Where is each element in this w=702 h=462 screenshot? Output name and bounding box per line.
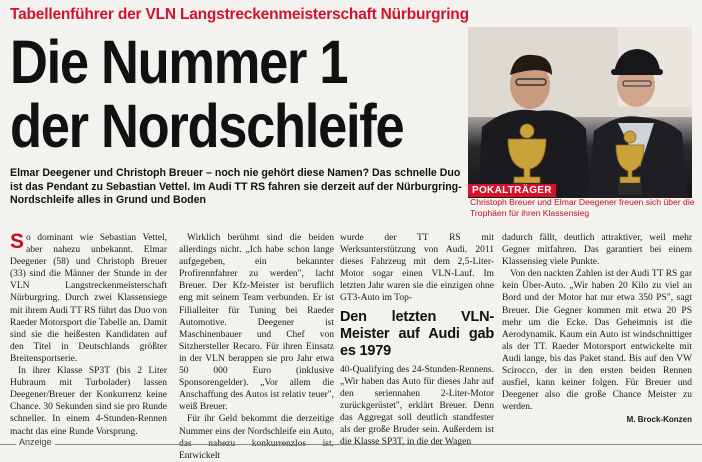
drivers-photo	[468, 27, 692, 198]
paragraph: Für ihr Geld bekommt die derzeitige Nummer eins der Nordschleife ein Auto, das nahezu konkurrenzlos ist. Entwickelt	[179, 414, 334, 461]
advertisement-label: Anzeige	[16, 437, 55, 447]
paragraph: Von den nackten Zahlen ist der Audi TT RS gar kein Über-Auto. „Wir haben 20 Kilo zu viel an Bord und der Motor hat nur etwa 350 PS", sagt Breuer. Die Gegner kommen mit etwa 20 PS mehr um die Ecke. Das Geheimnis ist die Aerodynamik. Kaum ein Auto ist windschnittiger als der TT. Raeder Motorsport entwickelte mit Audi lange, bis das Paket stand. Bis auf den VW Scirocco, der in den ersten beiden Rennen ausfiel, kann keiner folgen. Für Breuer und Deegener also die große Chance Meister zu werden.	[502, 269, 692, 413]
headline-line-1: Die Nummer 1	[10, 28, 348, 96]
article-column-2	[179, 232, 334, 462]
headline-line-2: der Nordschleife	[10, 92, 404, 160]
article-column-3	[340, 232, 494, 448]
footer-rule	[0, 444, 702, 445]
author-credit: M. Brock-Konzen	[626, 415, 692, 425]
paragraph: wurde der TT RS mit Werksunterstützung von Audi. 2011 dieses Fahrzeug mit dem 2,5-Liter-Motor sogar einen VLN-Lauf. Im letzten Jahr waren sie die einzigen ohne GT3-Auto im Top-	[340, 233, 494, 304]
photo-caption-text: Christoph Breuer und Elmar Deegener freuen sich über die Trophäen für ihren Klassensieg	[470, 197, 695, 218]
paragraph: So dominant wie Sebastian Vettel, aber nahezu unbekannt. Elmar Deegener (58) und Christoph Breuer (33) sind die Männer der Stunde in der VLN Langstreckenmeisterschaft Nürburgring. Durch zwei Klassensiege mit ihrem Audi TT RS führt das Duo von Raeder Motorsport die Tabelle an. Damit sind sie die heißesten Kandidaten auf den Titel in Deutschlands größter Breitensportserie.	[10, 230, 167, 364]
kicker-line: Tabellenführer der VLN Langstreckenmeisterschaft Nürburgring	[10, 6, 469, 23]
subheading: Den letzten VLN-Meister auf Audi gab es 1979	[340, 308, 494, 359]
page-footer	[0, 437, 702, 453]
paragraph: dadurch fällt, deutlich attraktiver, weil mehr Gegner mitfahren. Das garantiert bei einem Klassensieg viele Punkte.	[502, 233, 692, 268]
article-column-1	[10, 232, 167, 438]
dropcap: S	[10, 230, 25, 253]
paragraph: In ihrer Klasse SP3T (bis 2 Liter Hubraum mit Turbolader) lassen Deegener/Breuer der Konkurrenz keine Chance. 30 Sekunden sind sie pro Runde schneller. In einem 4-Stunden-Rennen macht das eine Runde Vorsprung.	[10, 366, 167, 437]
drivers-photo-illustration	[468, 27, 692, 198]
article-column-4	[502, 232, 692, 427]
headline	[10, 28, 404, 160]
paragraph: Wirklich berühmt sind die beiden allerdings nicht. „Ich habe schon lange aufgegeben, ein bekannter Profirennfahrer zu werden", lacht Breuer. Der Kfz-Meister ist beruflich eng mit seinem Team verbunden. Er ist Filialleiter für Tuning bei Raeder Automotive. Deegener ist Maschinenbauer und Chef von Sitzhersteller Recaro. Für ihren Einsatz in der VLN berappen sie pro Jahr etwa 50 000 Euro (inklusive Sponsorengelder). „Vor allem die Anschaffung des Autos ist relativ teuer", weiß Breuer.	[179, 233, 334, 413]
photo-caption-label: POKALTRÄGER	[468, 184, 556, 197]
paragraph: 40-Qualifying des 24-Stunden-Rennens. „Wir haben das Auto für dieses Jahr auf den seriennahen 2-Liter-Motor zurückgerüstet", erklärt Breuer. Denn das Aggregat soll deutlich standfester als der große Bruder sein. Außerdem ist die Klasse SP3T, in die der Wagen	[340, 364, 494, 448]
lede-paragraph: Elmar Deegener und Christoph Breuer – noch nie gehört diese Namen? Das schnelle Duo ist das Pendant zu Sebastian Vettel. Im Audi TT RS fahren sie derzeit auf der Nürburgring-Nordschleife alles in Grund und Boden	[10, 167, 462, 207]
